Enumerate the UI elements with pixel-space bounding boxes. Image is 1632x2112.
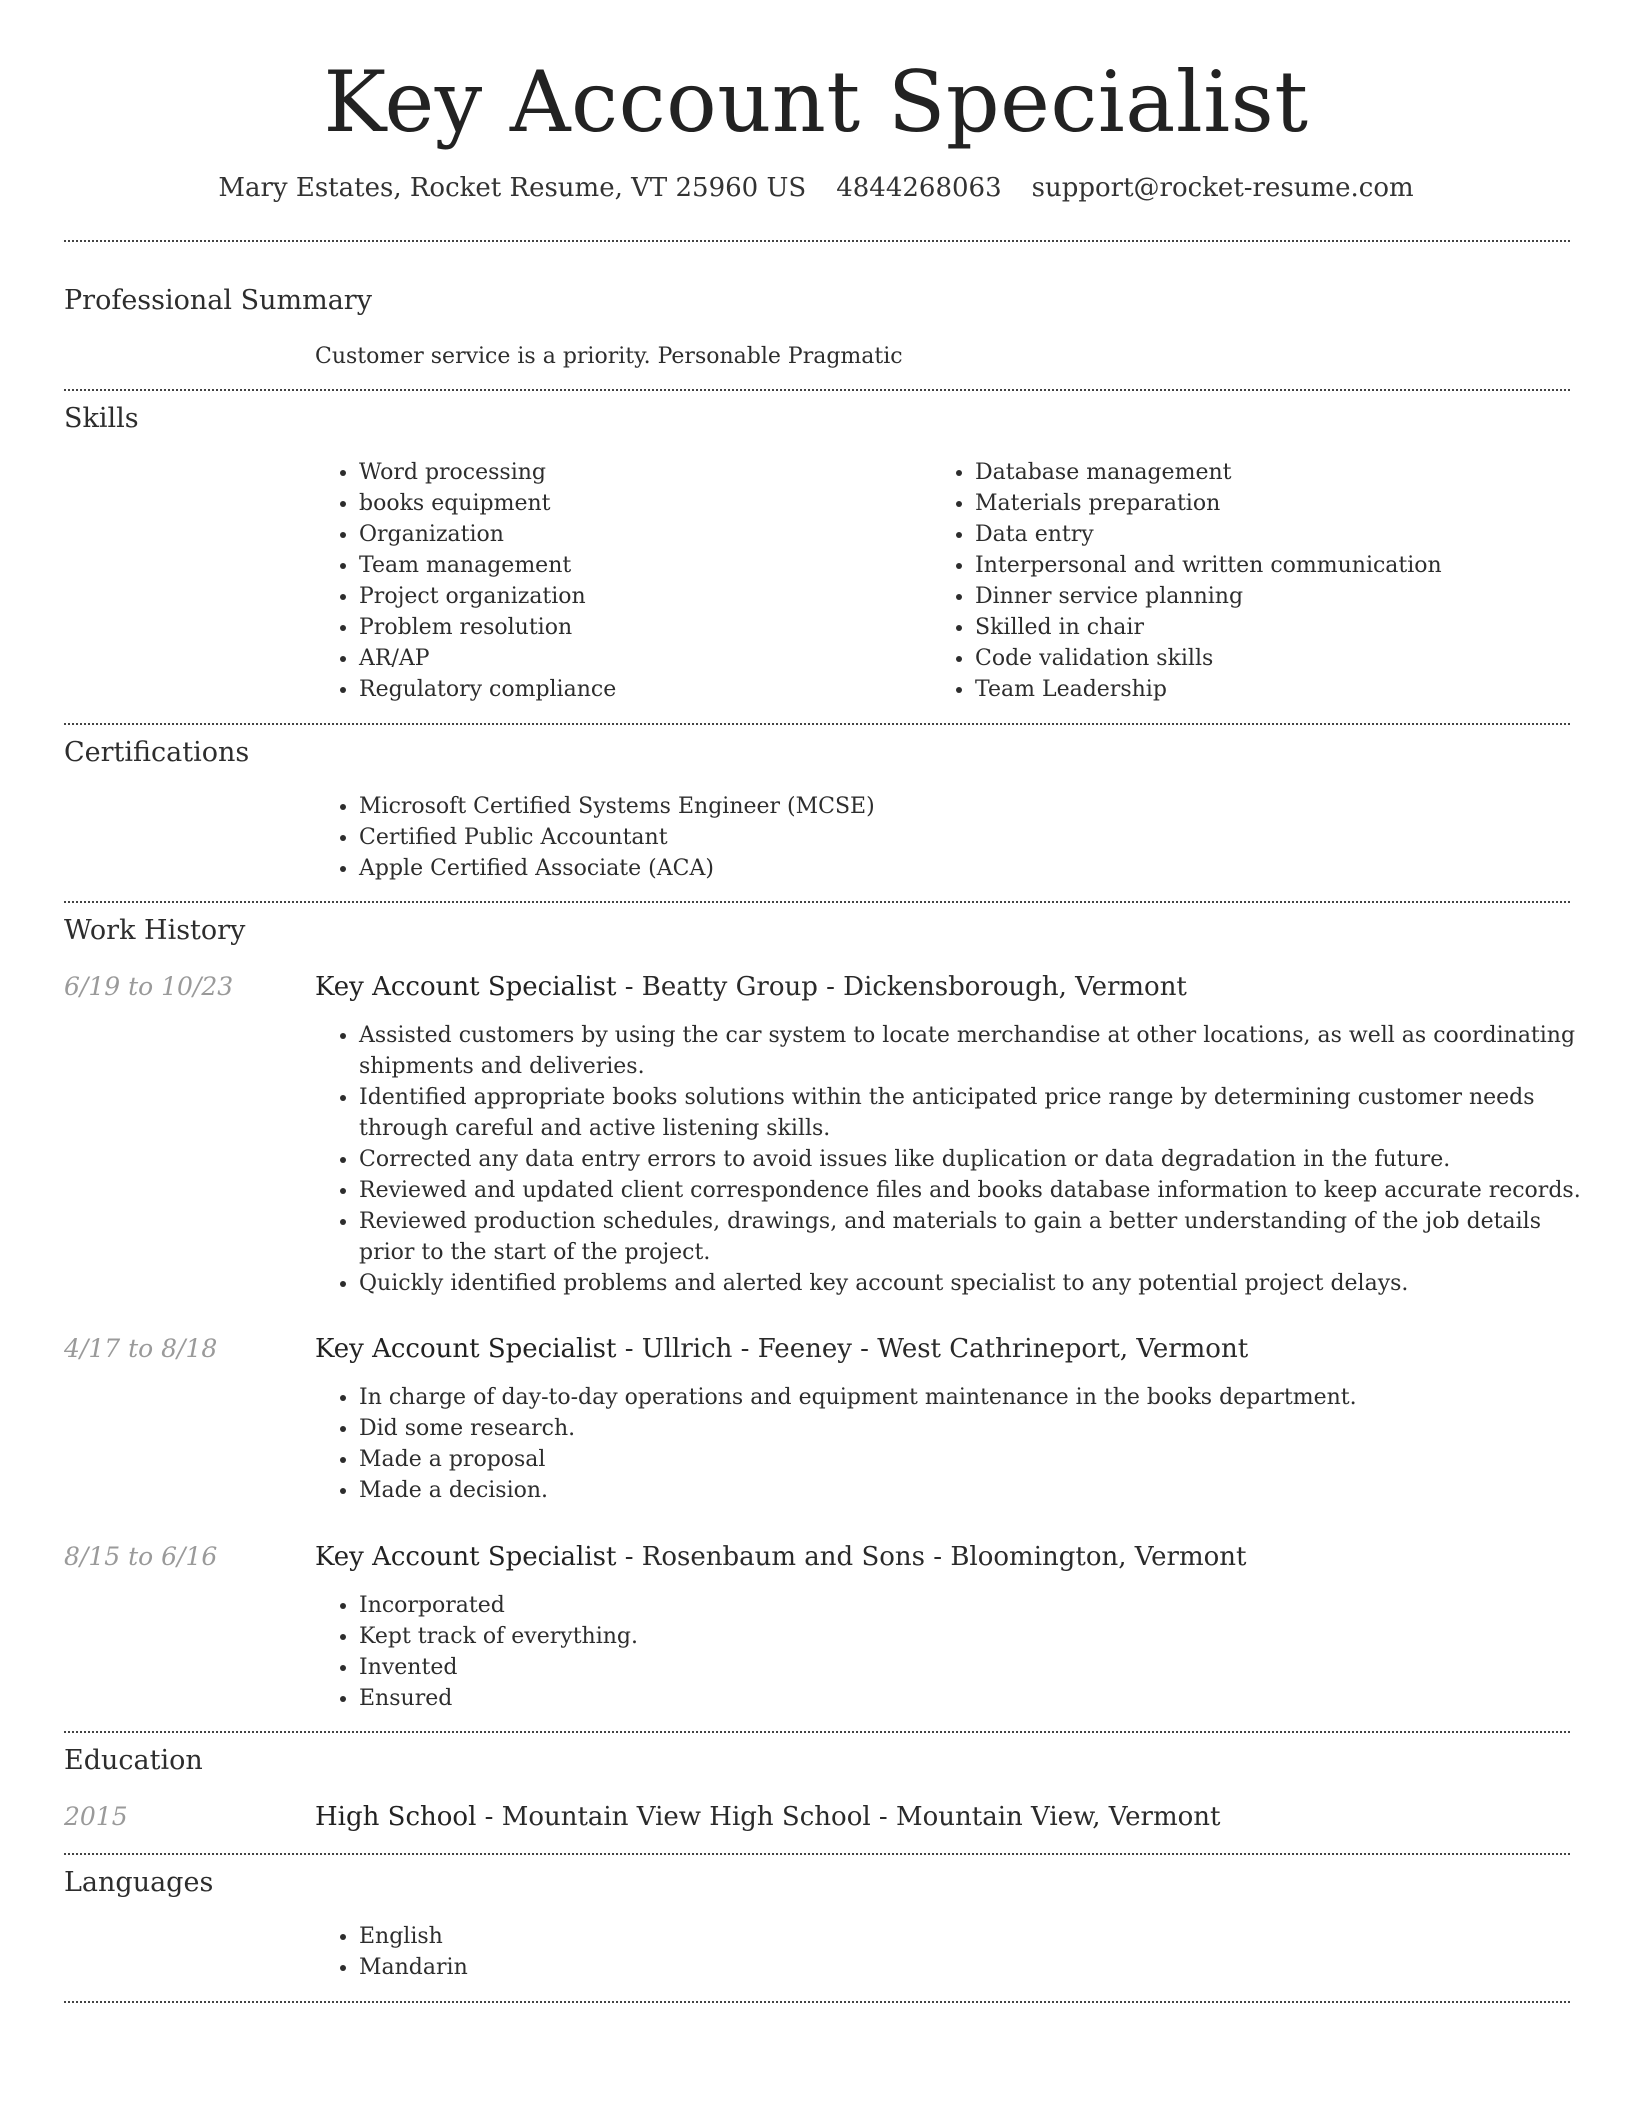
- certification-item: • Certified Public Accountant: [359, 822, 1559, 853]
- job-bullet: • Incorporated: [359, 1590, 1599, 1621]
- divider: [64, 389, 1570, 391]
- job-bullets: [315, 1590, 1599, 1714]
- skill-item: • books equipment: [359, 488, 919, 519]
- divider: [64, 1853, 1570, 1855]
- language-item: • English: [359, 1921, 959, 1952]
- skills-list-left: [315, 457, 919, 705]
- skills-list-right: [931, 457, 1595, 705]
- skill-item: • Problem resolution: [359, 612, 919, 643]
- job-dates: 4/17 to 8/18: [64, 1334, 218, 1363]
- job-bullet: • Quickly identified problems and alerted key account specialist to any potential project delays.: [359, 1268, 1599, 1299]
- resume-name: Key Account Specialist: [323, 53, 1309, 151]
- education-degree: High School: [315, 1802, 477, 1832]
- job-dates: 6/19 to 10/23: [64, 972, 234, 1001]
- contact-line: [0, 170, 1632, 206]
- skill-item: • Materials preparation: [975, 488, 1595, 519]
- section-title-languages: Languages: [64, 1867, 214, 1898]
- divider: [64, 901, 1570, 903]
- skill-item: • Team Leadership: [975, 674, 1595, 705]
- job-title: [315, 1332, 1248, 1366]
- education-entry: [315, 1800, 1220, 1834]
- section-title-work-history: Work History: [64, 915, 246, 946]
- skill-item: • Database management: [975, 457, 1595, 488]
- divider: [64, 240, 1570, 242]
- job-bullet: • Reviewed and updated client correspondence files and books database information to keep accurate records.: [359, 1175, 1599, 1206]
- job-employer: - Beatty Group - Dickensborough, Vermont: [616, 972, 1187, 1002]
- education-year: 2015: [64, 1802, 128, 1831]
- skill-item: • AR/AP: [359, 643, 919, 674]
- job-bullet: • Identified appropriate books solutions within the anticipated price range by determining customer needs through careful and active listening skills.: [359, 1082, 1599, 1144]
- job-role: Key Account Specialist: [315, 972, 617, 1002]
- job-role: Key Account Specialist: [315, 1334, 617, 1364]
- job-employer: - Ullrich - Feeney - West Cathrineport, Vermont: [616, 1334, 1249, 1364]
- contact-email: support@rocket-resume.com: [1031, 173, 1414, 203]
- job-role: Key Account Specialist: [315, 1542, 617, 1572]
- skill-item: • Word processing: [359, 457, 919, 488]
- skill-item: • Data entry: [975, 519, 1595, 550]
- job-bullet: • In charge of day-to-day operations and equipment maintenance in the books department.: [359, 1382, 1599, 1413]
- section-title-education: Education: [64, 1745, 203, 1776]
- divider: [64, 1731, 1570, 1733]
- job-bullet: • Did some research.: [359, 1413, 1599, 1444]
- summary-text: Customer service is a priority. Personable Pragmatic: [315, 344, 903, 369]
- contact-phone: 4844268063: [836, 173, 1002, 203]
- certification-item: • Microsoft Certified Systems Engineer (MCSE): [359, 791, 1559, 822]
- skill-item: • Code validation skills: [975, 643, 1595, 674]
- skill-item: • Organization: [359, 519, 919, 550]
- contact-address: Mary Estates, Rocket Resume, VT 25960 US: [218, 173, 807, 203]
- job-dates: 8/15 to 6/16: [64, 1542, 218, 1571]
- skill-item: • Project organization: [359, 581, 919, 612]
- section-title-skills: Skills: [64, 403, 139, 434]
- job-bullet: • Reviewed production schedules, drawings, and materials to gain a better understanding of the job details prior to the start of the project.: [359, 1206, 1599, 1268]
- job-bullets: [315, 1020, 1599, 1299]
- job-bullet: • Ensured: [359, 1683, 1599, 1714]
- divider: [64, 2001, 1570, 2003]
- skill-item: • Skilled in chair: [975, 612, 1595, 643]
- section-title-certifications: Certifications: [64, 737, 250, 768]
- job-bullet: • Invented: [359, 1652, 1599, 1683]
- job-bullet: • Corrected any data entry errors to avoid issues like duplication or data degradation in the future.: [359, 1144, 1599, 1175]
- job-employer: - Rosenbaum and Sons - Bloomington, Vermont: [616, 1542, 1247, 1572]
- job-bullet: • Made a proposal: [359, 1444, 1599, 1475]
- section-title-summary: Professional Summary: [64, 285, 372, 316]
- certification-item: • Apple Certified Associate (ACA): [359, 853, 1559, 884]
- job-bullet: • Assisted customers by using the car system to locate merchandise at other locations, as well as coordinating shipments and deliveries.: [359, 1020, 1599, 1082]
- skill-item: • Regulatory compliance: [359, 674, 919, 705]
- skill-item: • Team management: [359, 550, 919, 581]
- job-title: [315, 1540, 1247, 1574]
- job-bullet: • Made a decision.: [359, 1475, 1599, 1506]
- certifications-list: [315, 791, 1559, 884]
- divider: [64, 723, 1570, 725]
- education-school: - Mountain View High School - Mountain View, Vermont: [476, 1802, 1221, 1832]
- job-bullet: • Kept track of everything.: [359, 1621, 1599, 1652]
- skill-item: • Dinner service planning: [975, 581, 1595, 612]
- language-item: • Mandarin: [359, 1952, 959, 1983]
- job-bullets: [315, 1382, 1599, 1506]
- skill-item: • Interpersonal and written communication: [975, 550, 1595, 581]
- languages-list: [315, 1921, 959, 1983]
- job-title: [315, 970, 1187, 1004]
